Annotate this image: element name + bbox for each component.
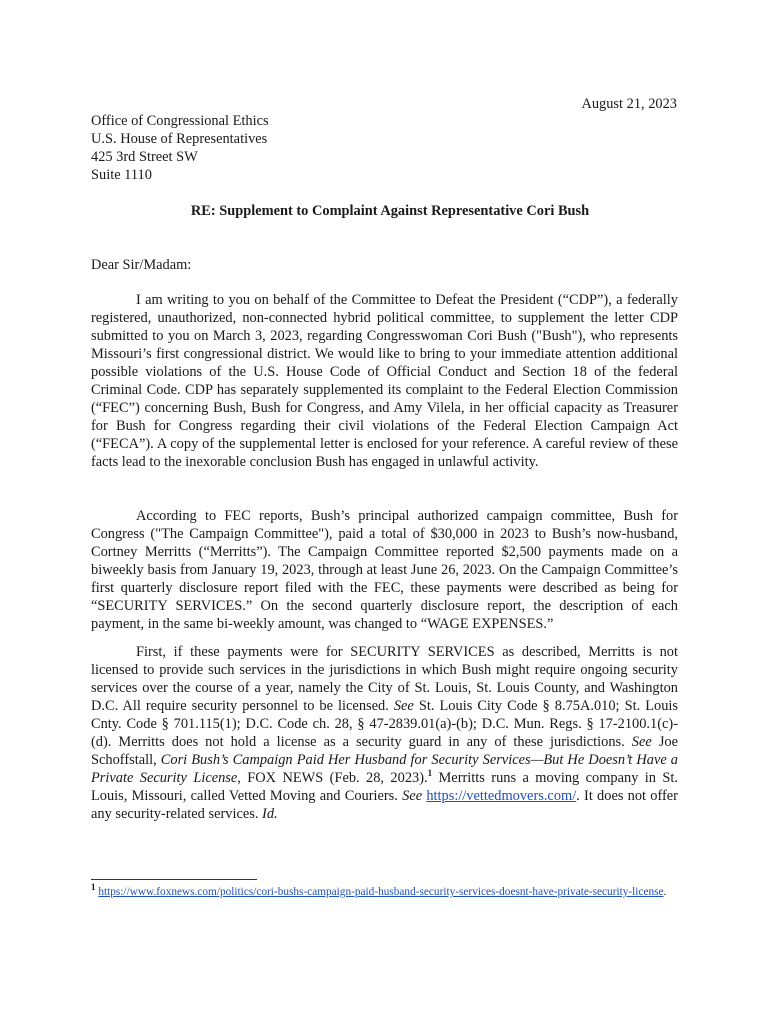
address-line-2: U.S. House of Representatives [91, 131, 268, 147]
subject-line: RE: Supplement to Complaint Against Representative Cori Bush [190, 203, 590, 219]
paragraph-3 [91, 643, 678, 823]
id-signal: Id. [262, 806, 278, 822]
p3-text-3: Joe Schoffstall, [91, 734, 678, 768]
p3-text-1: First, if these payments were for SECURITY SERVICES as described, Merritts is not licensed to provide such services in the jurisdictions in which Bush might require ongoing security services over the course of a year, namely the City of St. Louis, St. Louis County, and Washington D.C. All require security personnel to be licensed. [91, 644, 678, 714]
p3-text-2: St. Louis City Code § 8.75A.010; St. Louis Cnty. Code § 701.115(1); D.C. Code ch. 28, § 47-2839.01(a)-(b); D.C. Mun. Regs. § 17-2100.1(c)-(d). Merritts does not hold a license as a security guard in any of these jurisdictions. [91, 698, 678, 750]
p3-text-4: , FOX NEWS (Feb. 28, 2023). [237, 770, 428, 786]
footnote-1 [91, 882, 678, 899]
article-title: Cori Bush’s Campaign Paid Her Husband for Security Services—But He Doesn’t Have a Private Security License [91, 752, 678, 786]
address-line-1: Office of Congressional Ethics [91, 113, 269, 129]
p3-text-6: . It does not offer any security-related services. [91, 788, 678, 822]
address-line-3: 425 3rd Street SW [91, 149, 198, 165]
see-signal-2: See [631, 734, 652, 750]
letter-date: August 21, 2023 [581, 96, 677, 112]
footnote-end: . [663, 886, 667, 898]
footnote-ref[interactable]: 1 [427, 768, 433, 779]
p3-text-5: Merritts runs a moving company in St. Louis, Missouri, called Vetted Moving and Couriers. [91, 770, 678, 804]
recipient-address [91, 112, 269, 184]
vetted-movers-link[interactable]: https://vettedmovers.com/ [426, 788, 577, 804]
footnote-number: 1 [91, 882, 96, 893]
paragraph-2: According to FEC reports, Bush’s principal authorized campaign committee, Bush for Congress ("The Campaign Committee"), paid a total of $30,000 in 2023 to Bush’s now-husband, Cortney Merritts (“Merritts”). The Campaign Committee reported $2,500 payments made on a biweekly basis from January 19, 2023, through at least June 26, 2023. On the Campaign Committee’s first quarterly disclosure report filed with the FEC, these payments were described as being for “SECURITY SERVICES.” On the second quarterly disclosure report, the description of each payment, in the same bi-weekly amount, was changed to “WAGE EXPENSES.” [91, 508, 678, 632]
salutation: Dear Sir/Madam: [91, 257, 192, 273]
address-line-4: Suite 1110 [91, 167, 152, 183]
see-signal-3: See [402, 788, 423, 804]
foxnews-link[interactable]: https://www.foxnews.com/politics/cori-bushs-campaign-paid-husband-security-services-doesnt-have-private-security-license [98, 886, 664, 898]
paragraph-1: I am writing to you on behalf of the Committee to Defeat the President (“CDP”), a federally registered, unauthorized, non-connected hybrid political committee, to supplement the letter CDP submitted to you on March 3, 2023, regarding Congresswoman Cori Bush ("Bush"), who represents Missouri’s first congressional district. We would like to bring to your immediate attention additional possible violations of the U.S. House Code of Official Conduct and Section 18 of the federal Criminal Code. CDP has separately supplemented its complaint to the Federal Election Commission (“FEC”) concerning Bush, Bush for Congress, and Amy Vilela, in her official capacity as Treasurer for Bush for Congress regarding their civil violations of the Federal Election Campaign Act (“FECA”). A copy of the supplemental letter is enclosed for your reference. A careful review of these facts lead to the inexorable conclusion Bush has engaged in unlawful activity. [91, 292, 678, 470]
see-signal-1: See [393, 698, 414, 714]
footnote-divider [91, 879, 257, 880]
